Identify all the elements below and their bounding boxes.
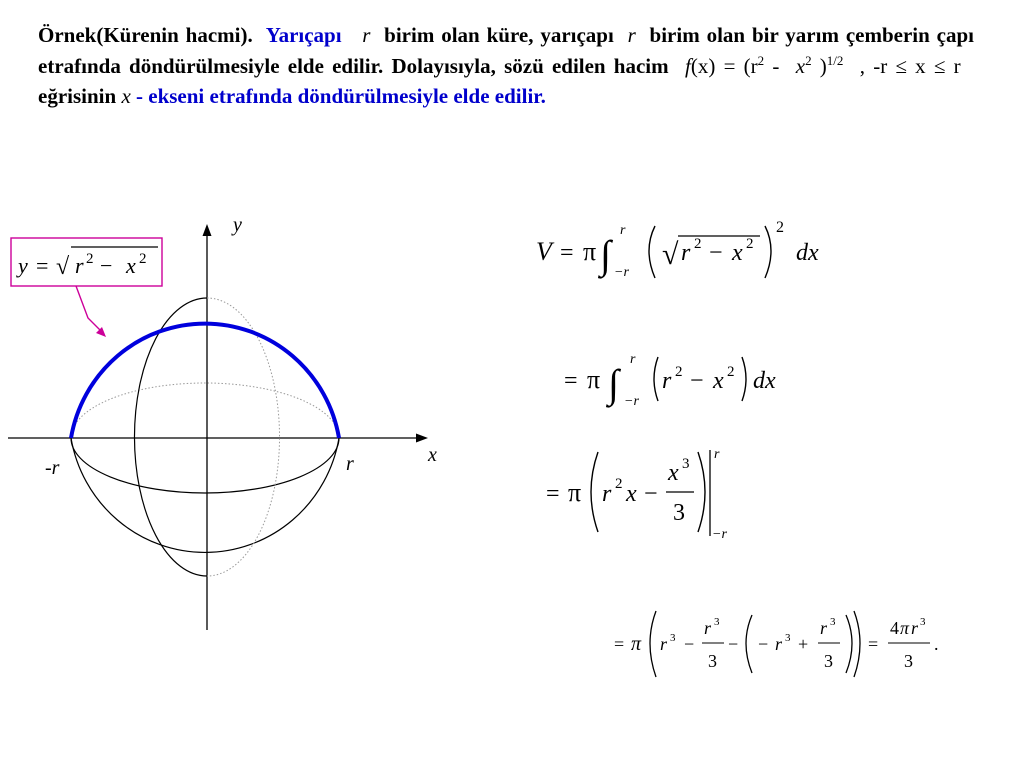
eq1-equals: = [560,240,574,266]
eq4-minus-3: − [758,634,769,654]
eq4-equals: = [614,634,625,654]
close-paren: ) [819,53,827,78]
eq3-lower: −r [712,527,727,542]
eq1-x-exp: 2 [746,236,754,252]
eq3-pi: π [568,478,582,507]
eq3-frac-den: 3 [673,500,685,526]
func-eq: = (r [723,53,758,78]
equation-1 [528,212,848,292]
sphere-upper-dotted [71,324,339,438]
y-axis-label: y [233,214,242,236]
pos-r-label: r [346,453,354,475]
text-part-2: birim olan küre, yarıçapı [384,23,614,47]
eq4-frac1-num: r [704,618,712,638]
eq4-inner-left-paren [746,615,752,673]
equator-back-dotted [71,383,339,438]
eq4-equals-2: = [868,634,879,654]
minus-sign: - [772,53,780,78]
curve-label-x-exp: 2 [139,251,147,267]
text-part-4: eğrisinin [38,84,117,108]
curve-label-x: x [126,253,136,278]
eq2-upper: r [630,352,636,367]
sphere-lower-outline [71,438,339,552]
eq1-dx: dx [796,240,819,266]
var-x: x [795,53,806,78]
curve-label-y: y [18,253,28,278]
eq3-x: x [626,481,637,507]
neg-r-label: -r [45,457,60,479]
eq1-integral: ∫ [600,232,611,277]
equation-2 [558,345,818,415]
eq2-r-exp: 2 [675,364,683,380]
func-arg: (x) [690,53,716,78]
eq3-right-paren [698,452,705,532]
eq2-r: r [662,368,672,394]
var-r-1: r [362,23,371,47]
eq1-r-exp: 2 [694,236,702,252]
sphere-figure [0,210,470,640]
eq4-frac2-num-exp: 3 [830,616,836,628]
eq4-inner-right-paren [846,615,852,673]
eq4-r3a-exp: 3 [670,632,676,644]
eq1-pi: π [583,237,597,266]
eq2-dx: dx [753,368,776,394]
eq1-r: r [681,240,691,266]
eq1-x: x [732,240,743,266]
equation-3 [540,440,780,550]
equation-4 [612,605,957,685]
var-r-2: r [627,23,636,47]
curve-label-r: r [75,253,84,278]
eq4-frac1-num-exp: 3 [714,616,720,628]
eq4-period: . [934,634,939,654]
eq4-frac2-den: 3 [824,651,833,671]
eq4-r3c: r [911,618,919,638]
eq3-r: r [602,481,612,507]
eq4-four: 4 [890,618,899,638]
eq1-upper: r [620,223,626,238]
eq2-minus: − [690,368,704,394]
y-axis-arrow [203,224,212,236]
eq4-frac2-num: r [820,618,828,638]
x-axis-arrow [416,434,428,443]
text-part-5: - ekseni etrafında döndürülmesiyle elde edilir. [136,84,546,108]
eq3-upper: r [714,447,720,462]
eq3-left-paren [591,452,598,532]
eq2-left-paren [654,357,658,401]
eq1-square: 2 [776,219,784,236]
eq4-pi: π [631,633,642,655]
eq4-plus: + [798,634,809,654]
eq3-frac-num-exp: 3 [682,456,690,472]
eq3-r-exp: 2 [615,476,623,492]
eq3-frac-num-x: x [668,460,679,486]
exp-half: 1/2 [826,52,844,68]
eq2-equals: = [564,368,578,394]
eq1-right-paren [765,226,771,278]
curve-label-sqrt: √ [56,254,70,280]
eq3-minus: − [644,481,658,507]
eq4-outer-left-paren [650,611,656,677]
text-part-3: birim olan bir yarım çemberin çapı etrafında döndürülmesiyle elde edilir. Dolayısıyla, sözü edilen hacim [38,23,975,78]
eq1-V: V [536,237,552,266]
semicircle-curve [71,324,339,438]
example-paragraph [38,20,974,112]
eq1-lower: −r [614,265,629,280]
exp-2b: 2 [805,52,812,68]
func-name: f [685,53,691,78]
callout-line [76,286,104,334]
eq1-sqrt: √ [662,238,679,271]
curve-label-r-exp: 2 [86,251,94,267]
eq1-left-paren [649,226,655,278]
eq2-lower: −r [624,394,639,409]
curve-label-eq: = [36,253,49,278]
eq4-frac1-den: 3 [708,651,717,671]
range-text: , -r ≤ x ≤ r [859,53,961,78]
exp-2a: 2 [757,52,765,68]
eq4-minus-2: − [728,634,739,654]
eq2-pi: π [587,365,601,394]
text-radius-intro: Yarıçapı [265,23,342,47]
callout-arrowhead [96,327,106,337]
equator-front [71,438,339,493]
eq4-r3b-exp: 3 [785,632,791,644]
x-axis-label: x [428,444,437,466]
eq1-minus: − [709,240,723,266]
eq4-r3c-exp: 3 [920,616,926,628]
eq4-minus-1: − [684,634,695,654]
eq4-outer-right-paren [854,611,860,677]
eq2-integral: ∫ [608,361,619,406]
eq4-frac3-den: 3 [904,651,913,671]
eq2-right-paren [742,357,746,401]
curve-label-minus: − [100,253,113,278]
example-title: Örnek(Kürenin hacmi). [38,23,253,47]
var-x-axis: x [121,84,131,108]
eq2-x-exp: 2 [727,364,735,380]
eq4-r3a: r [660,634,668,654]
eq2-x: x [713,368,724,394]
eq4-pi-2: π [900,618,910,638]
eq4-r3b: r [775,634,783,654]
eq3-equals: = [546,481,560,507]
